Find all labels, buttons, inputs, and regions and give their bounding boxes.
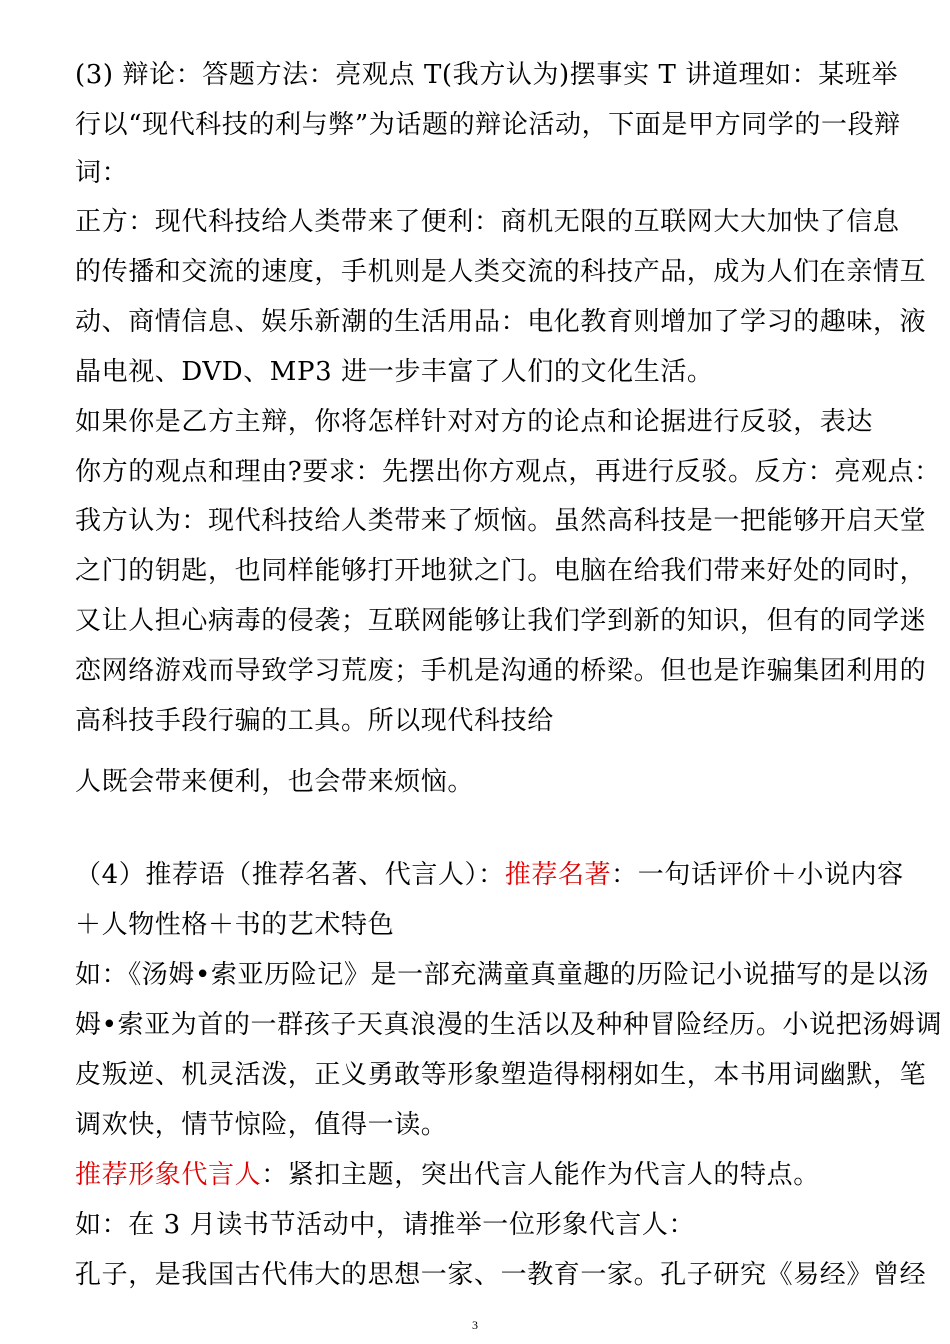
paragraph-line: 如果你是乙方主辩，你将怎样针对对方的论点和论据进行反驳，表达 — [75, 407, 874, 437]
highlight-text: 推荐名著 — [504, 860, 612, 890]
paragraph-line: 你方的观点和理由?要求：先摆出你方观点，再进行反驳。反方：亮观点： — [75, 457, 941, 487]
paragraph-line: 调欢快，情节惊险，值得一读。 — [75, 1110, 448, 1140]
paragraph-text: ：紧扣主题，突出代言人能作为代言人的特点。 — [261, 1160, 820, 1190]
paragraph-line: 人既会带来便利，也会带来烦恼。 — [75, 767, 475, 797]
heading-text: ：一句话评价＋小说内容 — [611, 860, 904, 890]
paragraph-line: 如：《汤姆•索亚历险记》是一部充满童真童趣的历险记小说描写的是以汤 — [75, 960, 930, 990]
paragraph-line: 高科技手段行骗的工具。所以现代科技给 — [75, 706, 554, 736]
paragraph-line: 我方认为：现代科技给人类带来了烦恼。虽然高科技是一把能够开启天堂 — [75, 506, 927, 536]
highlight-text: 推荐形象代言人 — [75, 1160, 262, 1190]
section4-heading — [75, 858, 904, 892]
paragraph-line: 如：在 3 月读书节活动中，请推举一位形象代言人： — [75, 1210, 696, 1240]
paragraph-line: 孔子，是我国古代伟大的思想一家、一教育一家。孔子研究《易经》曾经 — [75, 1260, 927, 1290]
paragraph-line: 又让人担心病毒的侵袭；互联网能够让我们学到新的知识，但有的同学迷 — [75, 606, 927, 636]
paragraph-line: 恋网络游戏而导致学习荒废；手机是沟通的桥梁。但也是诈骗集团利用的 — [75, 656, 927, 686]
page-number: 3 — [472, 1318, 478, 1332]
paragraph-line: 皮叛逆、机灵活泼，正义勇敢等形象塑造得栩栩如生，本书用词幽默，笔 — [75, 1060, 927, 1090]
paragraph-line: 的传播和交流的速度，手机则是人类交流的科技产品，成为人们在亲情互 — [75, 257, 927, 287]
paragraph-line: ＋人物性格＋书的艺术特色 — [75, 910, 395, 940]
paragraph-line: 姆•索亚为首的一群孩子天真浪漫的生活以及种种冒险经历。小说把汤姆调 — [75, 1010, 943, 1040]
paragraph-line: 行以“现代科技的利与弊”为话题的辩论活动，下面是甲方同学的一段辩 — [75, 110, 901, 140]
paragraph-line: (3) 辩论：答题方法：亮观点 T(我方认为)摆事实 T 讲道理如：某班举 — [75, 60, 899, 90]
heading-text: （4）推荐语（推荐名著、代言人）： — [75, 860, 505, 890]
paragraph-line: 正方：现代科技给人类带来了便利：商机无限的互联网大大加快了信息 — [75, 207, 900, 237]
paragraph-line: 晶电视、DVD、MP3 进一步丰富了人们的文化生活。 — [75, 357, 714, 387]
paragraph-line: 之门的钥匙，也同样能够打开地狱之门。电脑在给我们带来好处的同时， — [75, 556, 927, 586]
paragraph-line: 词： — [75, 158, 129, 188]
recommend-spokesperson-line — [75, 1158, 820, 1192]
paragraph-line: 动、商情信息、娱乐新潮的生活用品：电化教育则增加了学习的趣味，液 — [75, 307, 927, 337]
